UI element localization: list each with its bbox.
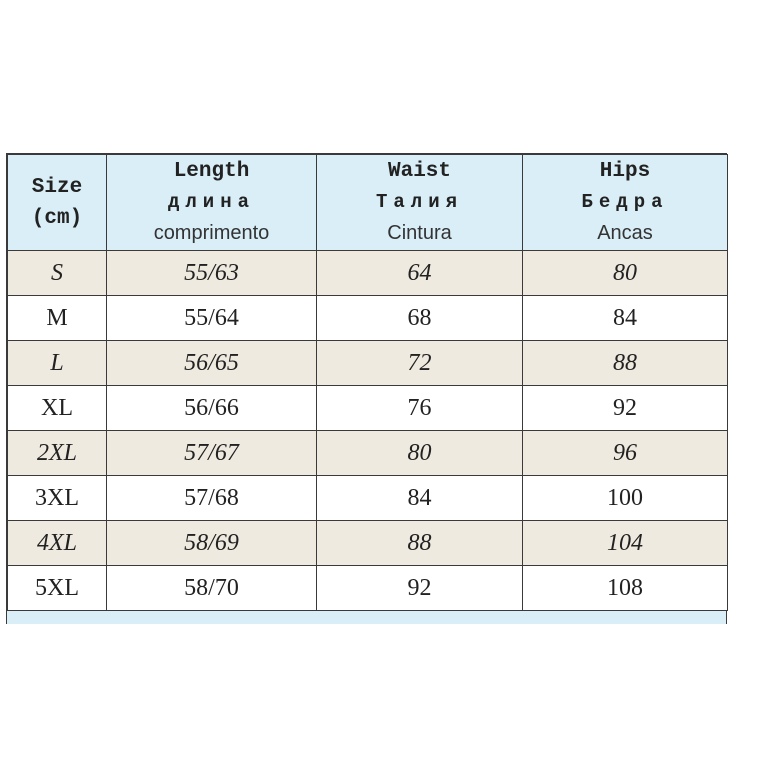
size-header-label: Size bbox=[31, 175, 83, 199]
hips-cell: 96 bbox=[523, 431, 728, 476]
table-row bbox=[8, 386, 728, 431]
table-row bbox=[8, 341, 728, 386]
header-row bbox=[8, 155, 728, 251]
table-row bbox=[8, 566, 728, 611]
length-header-ru: длина bbox=[167, 191, 255, 213]
hips-cell: 80 bbox=[523, 251, 728, 296]
hips-header-en: Hips bbox=[599, 160, 651, 183]
length-cell: 58/70 bbox=[107, 566, 317, 611]
length-header-cell bbox=[107, 155, 317, 251]
size-cell: S bbox=[8, 251, 107, 296]
hips-header-cell bbox=[523, 155, 728, 251]
waist-header-pt: Cintura bbox=[387, 222, 452, 244]
waist-cell: 80 bbox=[317, 431, 523, 476]
length-cell: 57/67 bbox=[107, 431, 317, 476]
length-cell: 56/66 bbox=[107, 386, 317, 431]
size-cell: L bbox=[8, 341, 107, 386]
hips-cell: 104 bbox=[523, 521, 728, 566]
size-chart-table bbox=[7, 154, 728, 611]
table-row bbox=[8, 521, 728, 566]
hips-header-ru: Бедра bbox=[581, 191, 669, 213]
length-header-en: Length bbox=[173, 160, 250, 183]
size-chart bbox=[6, 153, 727, 624]
waist-cell: 64 bbox=[317, 251, 523, 296]
length-cell: 55/64 bbox=[107, 296, 317, 341]
size-cell: XL bbox=[8, 386, 107, 431]
table-row bbox=[8, 296, 728, 341]
hips-header-pt: Ancas bbox=[597, 222, 653, 244]
waist-cell: 76 bbox=[317, 386, 523, 431]
waist-cell: 84 bbox=[317, 476, 523, 521]
waist-cell: 88 bbox=[317, 521, 523, 566]
hips-cell: 84 bbox=[523, 296, 728, 341]
length-cell: 58/69 bbox=[107, 521, 317, 566]
waist-header-ru: Талия bbox=[375, 191, 463, 213]
length-cell: 55/63 bbox=[107, 251, 317, 296]
size-header-unit: (cm) bbox=[31, 206, 83, 230]
waist-cell: 92 bbox=[317, 566, 523, 611]
hips-cell: 100 bbox=[523, 476, 728, 521]
length-header-pt: comprimento bbox=[153, 222, 270, 244]
waist-cell: 72 bbox=[317, 341, 523, 386]
length-cell: 57/68 bbox=[107, 476, 317, 521]
hips-cell: 108 bbox=[523, 566, 728, 611]
hips-cell: 88 bbox=[523, 341, 728, 386]
table-row bbox=[8, 431, 728, 476]
size-cell: M bbox=[8, 296, 107, 341]
table-row bbox=[8, 251, 728, 296]
hips-cell: 92 bbox=[523, 386, 728, 431]
size-cell: 2XL bbox=[8, 431, 107, 476]
table-row bbox=[8, 476, 728, 521]
waist-header-en: Waist bbox=[387, 160, 451, 183]
waist-header-cell bbox=[317, 155, 523, 251]
length-cell: 56/65 bbox=[107, 341, 317, 386]
size-cell: 5XL bbox=[8, 566, 107, 611]
size-header-cell bbox=[8, 155, 107, 251]
size-cell: 4XL bbox=[8, 521, 107, 566]
size-cell: 3XL bbox=[8, 476, 107, 521]
waist-cell: 68 bbox=[317, 296, 523, 341]
